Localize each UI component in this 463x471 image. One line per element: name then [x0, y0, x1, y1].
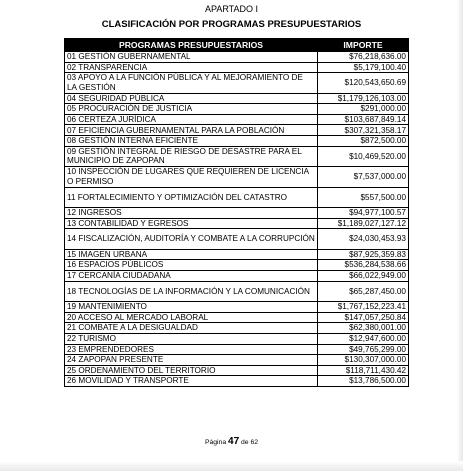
amount-cell: $1,767,152,223.41: [318, 302, 409, 313]
program-name-cell: 21 COMBATE A LA DESIGUALDAD: [65, 323, 318, 334]
amount-cell: $62,380,001.00: [318, 323, 409, 334]
table-row: [65, 333, 409, 344]
section-label: APARTADO I: [204, 4, 258, 14]
table-row: [65, 312, 409, 323]
amount-cell: $10,469,520.00: [318, 146, 409, 167]
column-header-program: PROGRAMAS PRESUPUESTARIOS: [65, 39, 318, 52]
amount-cell: $120,543,650.69: [318, 73, 409, 94]
program-name-cell: 14 FISCALIZACIÓN, AUDITORÍA Y COMBATE A LA CORRUPCIÓN: [65, 229, 318, 250]
table-row: [65, 271, 409, 282]
amount-cell: $118,711,430.42: [318, 365, 409, 376]
table-row: [65, 365, 409, 376]
amount-cell: $49,765,299.00: [318, 344, 409, 355]
program-name-cell: 03 APOYO A LA FUNCIÓN PÚBLICA Y AL MEJORAMIENTO DE LA GESTIÓN: [65, 73, 318, 94]
table-row: [65, 208, 409, 219]
program-name-cell: 18 TECNOLOGÍAS DE LA INFORMACIÓN Y LA COMUNICACIÓN: [65, 281, 318, 302]
table-row: [65, 125, 409, 136]
program-name-cell: 11 FORTALECIMIENTO Y OPTIMIZACIÓN DEL CATASTRO: [65, 187, 318, 208]
program-name-cell: 20 ACCESO AL MERCADO LABORAL: [65, 312, 318, 323]
amount-cell: $536,284,538.66: [318, 260, 409, 271]
program-name-cell: 13 CONTABILIDAD Y EGRESOS: [65, 218, 318, 229]
program-name-cell: 10 INSPECCIÓN DE LUGARES QUE REQUIEREN DE LICENCIA O PERMISO: [65, 167, 318, 188]
table-row: [65, 249, 409, 260]
program-name-cell: 26 MOVILIDAD Y TRANSPORTE: [65, 376, 318, 387]
amount-cell: $872,500.00: [318, 136, 409, 147]
table-row: [65, 114, 409, 125]
table-row: [65, 187, 409, 208]
table-row: [65, 93, 409, 104]
page-edge-shadow-right: [457, 0, 463, 471]
footer-separator: de: [241, 439, 249, 446]
amount-cell: $147,057,250.84: [318, 312, 409, 323]
page-title: CLASIFICACIÓN POR PROGRAMAS PRESUPUESTARIOS: [101, 19, 362, 30]
table-row: [65, 344, 409, 355]
amount-cell: $1,179,126,103.00: [318, 93, 409, 104]
program-name-cell: 24 ZAPOPAN PRESENTE: [65, 355, 318, 366]
amount-cell: $307,321,358.17: [318, 125, 409, 136]
table-row: [65, 323, 409, 334]
page-footer: [0, 436, 463, 447]
program-name-cell: 17 CERCANÍA CIUDADANA: [65, 271, 318, 282]
table-body: [65, 52, 409, 387]
amount-cell: $7,537,000.00: [318, 167, 409, 188]
table-row: [65, 136, 409, 147]
table-row: [65, 218, 409, 229]
program-name-cell: 16 ESPACIOS PÚBLICOS: [65, 260, 318, 271]
amount-cell: $24,030,453.93: [318, 229, 409, 250]
program-name-cell: 04 SEGURIDAD PÚBLICA: [65, 93, 318, 104]
amount-cell: $87,925,359.83: [318, 249, 409, 260]
amount-cell: $5,179,100.40: [318, 62, 409, 73]
table-row: [65, 302, 409, 313]
amount-cell: $65,287,450.00: [318, 281, 409, 302]
program-name-cell: 09 GESTIÓN INTEGRAL DE RIESGO DE DESASTRE PARA EL MUNICIPIO DE ZAPOPAN: [65, 146, 318, 167]
program-name-cell: 07 EFICIENCIA GUBERNAMENTAL PARA LA POBLACIÓN: [65, 125, 318, 136]
amount-cell: $12,947,600.00: [318, 333, 409, 344]
table-row: [65, 62, 409, 73]
table-row: [65, 104, 409, 115]
program-name-cell: 22 TURISMO: [65, 333, 318, 344]
amount-cell: $76,218,636.00: [318, 52, 409, 63]
amount-cell: $94,977,100.57: [318, 208, 409, 219]
program-name-cell: 15 IMAGEN URBANA: [65, 249, 318, 260]
program-name-cell: 08 GESTIÓN INTERNA EFICIENTE: [65, 136, 318, 147]
footer-page-number: 47: [228, 436, 240, 447]
budget-programs-table: [64, 38, 409, 387]
program-name-cell: 05 PROCURACIÓN DE JUSTICIA: [65, 104, 318, 115]
amount-cell: $66,022,949.00: [318, 271, 409, 282]
program-name-cell: 19 MANTENIMIENTO: [65, 302, 318, 313]
amount-cell: $291,000.00: [318, 104, 409, 115]
table-row: [65, 146, 409, 167]
amount-cell: $557,500.00: [318, 187, 409, 208]
program-name-cell: 23 EMPRENDEDORES: [65, 344, 318, 355]
program-name-cell: 25 ORDENAMIENTO DEL TERRITORIO: [65, 365, 318, 376]
amount-cell: $13,786,500.00: [318, 376, 409, 387]
page-edge-shadow-bottom: [0, 461, 463, 471]
footer-total-pages: 62: [250, 439, 259, 446]
amount-cell: $103,687,849.14: [318, 114, 409, 125]
table-row: [65, 52, 409, 63]
program-name-cell: 06 CERTEZA JURÍDICA: [65, 114, 318, 125]
table-header-row: [65, 39, 409, 52]
table-row: [65, 229, 409, 250]
program-name-cell: 12 INGRESOS: [65, 208, 318, 219]
table-row: [65, 73, 409, 94]
table-row: [65, 260, 409, 271]
table-row: [65, 376, 409, 387]
table-row: [65, 167, 409, 188]
column-header-amount: IMPORTE: [318, 39, 409, 52]
footer-prefix: Página: [204, 439, 227, 446]
amount-cell: $1,189,027,127.12: [318, 218, 409, 229]
program-name-cell: 01 GESTIÓN GUBERNAMENTAL: [65, 52, 318, 63]
table-row: [65, 355, 409, 366]
amount-cell: $130,307,000.00: [318, 355, 409, 366]
program-name-cell: 02 TRANSPARENCIA: [65, 62, 318, 73]
table-row: [65, 281, 409, 302]
